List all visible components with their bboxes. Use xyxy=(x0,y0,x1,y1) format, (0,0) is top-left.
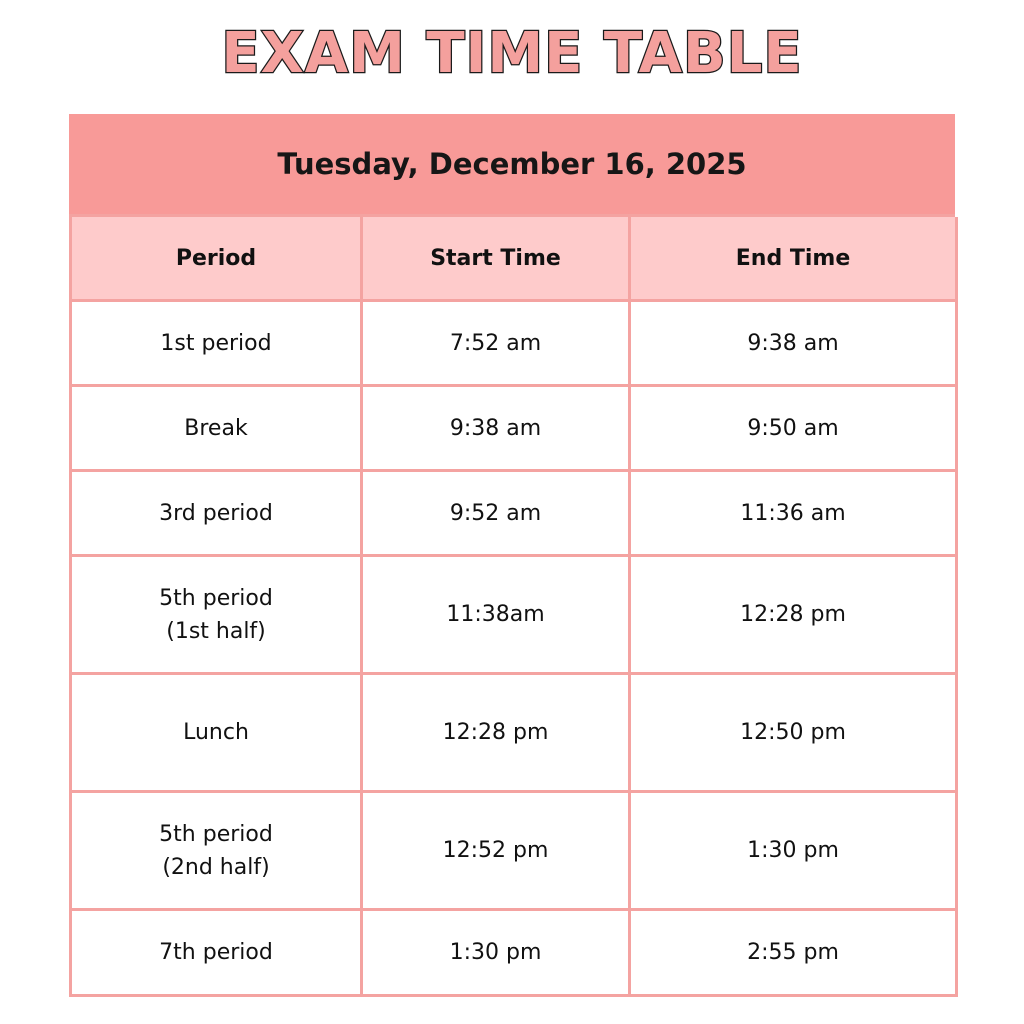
date-banner: Tuesday, December 16, 2025 xyxy=(69,114,955,214)
start-time-cell: 11:38am xyxy=(363,557,631,675)
end-time-cell: 2:55 pm xyxy=(631,911,958,997)
period-cell: 5th period (2nd half) xyxy=(72,793,363,911)
period-cell: 5th period (1st half) xyxy=(72,557,363,675)
column-header-period: Period xyxy=(72,217,363,302)
page-title: EXAM TIME TABLE xyxy=(221,21,803,86)
column-header-end-time: End Time xyxy=(631,217,958,302)
start-time-cell: 9:38 am xyxy=(363,387,631,472)
period-cell: Break xyxy=(72,387,363,472)
period-cell: 1st period xyxy=(72,302,363,387)
start-time-cell: 7:52 am xyxy=(363,302,631,387)
period-cell: 7th period xyxy=(72,911,363,997)
start-time-cell: 1:30 pm xyxy=(363,911,631,997)
end-time-cell: 9:50 am xyxy=(631,387,958,472)
period-cell: 3rd period xyxy=(72,472,363,557)
end-time-cell: 12:50 pm xyxy=(631,675,958,793)
timetable xyxy=(69,114,955,997)
timetable-grid xyxy=(69,214,955,997)
end-time-cell: 1:30 pm xyxy=(631,793,958,911)
end-time-cell: 9:38 am xyxy=(631,302,958,387)
end-time-cell: 12:28 pm xyxy=(631,557,958,675)
start-time-cell: 12:28 pm xyxy=(363,675,631,793)
end-time-cell: 11:36 am xyxy=(631,472,958,557)
column-header-start-time: Start Time xyxy=(363,217,631,302)
period-cell: Lunch xyxy=(72,675,363,793)
start-time-cell: 12:52 pm xyxy=(363,793,631,911)
start-time-cell: 9:52 am xyxy=(363,472,631,557)
